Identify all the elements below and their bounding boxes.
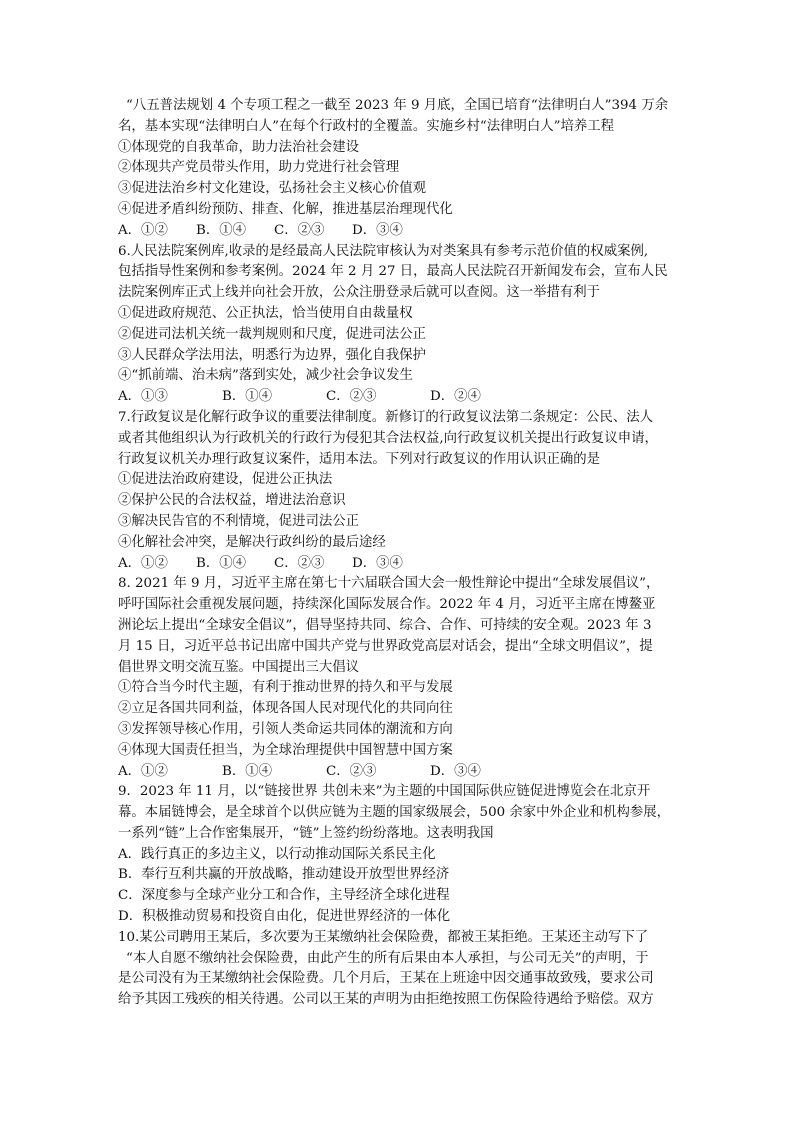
option-a: A．①② (118, 555, 168, 571)
option-c: C．②③ (274, 222, 325, 238)
statement-item: ①符合当今时代主题，有利于推动世界的持久和平与发展 (118, 680, 453, 696)
statement-item: ④化解社会冲突，是解决行政纠纷的最后途经 (118, 534, 386, 550)
question-stem-line: 一系列“链”上合作密集展开，“链”上签约纷纷落地。这表明我国 (118, 825, 494, 841)
question-stem-line: 8. 2021 年 9 月，习近平主席在第七十六届联合国大会一般性辩论中提出“全球发展倡议”， (118, 576, 660, 592)
question-stem-line: 6.人民法院案例库,收录的是经最高人民法院审核认为对类案具有参考示范价值的权威案例, (118, 243, 649, 259)
option-d: D．②④ (430, 389, 481, 405)
question-9 (118, 782, 678, 928)
answer-options (118, 387, 678, 408)
option-a: A．①② (118, 222, 168, 238)
answer-option: C．深度参与全球产业分工和合作，主导经济全球化进程 (118, 888, 450, 904)
question-stem-line: 法院案例库正式上线并向社会开放，公众注册登录后就可以查阅。这一举措有利于 (118, 285, 601, 301)
statement-item: ①体现党的自我革命，助力法治社会建设 (118, 139, 360, 155)
answer-options (118, 221, 678, 242)
statement-item: ②促进司法机关统一裁判规则和尺度，促进司法公正 (118, 326, 426, 342)
question-stem-line: 幕。本届链博会，是全球首个以供应链为主题的国家级展会，500 余家中外企业和机构参展， (118, 805, 671, 821)
option-a: A．①③ (118, 389, 168, 405)
statement-item: ③人民群众学法用法，明悉行为边界，强化自我保护 (118, 347, 426, 363)
statement-item: ②体现共产党员带头作用，助力党进行社会管理 (118, 160, 400, 176)
option-d: D．③④ (352, 555, 403, 571)
question-stem-line: 倡世界文明交流互鉴。中国提出三大倡议 (118, 659, 360, 675)
question-stem-line: 洲论坛上提出“全球安全倡议”，倡导坚持共同、综合、合作、可持续的安全观。2023 年 3 (118, 617, 652, 633)
question-stem-line: 行政复议机关办理行政复议案件，适用本法。下列对行政复议的作用认识正确的是 (118, 451, 601, 467)
question-stem-line: “本人自愿不缴纳社会保险费，由此产生的所有后果由本人承担，与公司无关”的声明，于 (126, 950, 649, 966)
answer-option: A．践行真正的多边主义，以行动推动国际关系民主化 (118, 846, 436, 862)
option-c: C．②③ (274, 555, 325, 571)
option-b: B．①④ (222, 389, 273, 405)
option-b: B．①④ (196, 222, 247, 238)
statement-item: ④促进矛盾纠纷预防、排查、化解，推进基层治理现代化 (118, 201, 453, 217)
answer-options (118, 762, 678, 783)
option-b: B．①④ (222, 763, 273, 779)
option-d: D．③④ (352, 222, 403, 238)
question-stem-line: 名，基本实现“法律明白人”在每个行政村的全覆盖。实施乡村“法律明白人”培养工程 (118, 118, 615, 134)
statement-item: ③促进法治乡村文化建设，弘扬社会主义核心价值观 (118, 181, 426, 197)
question-5 (118, 96, 678, 242)
question-stem-line: 包括指导性案例和参考案例。2024 年 2 月 27 日，最高人民法院召开新闻发布会，宣布人民 (118, 264, 668, 280)
statement-item: ①促进政府规范、公正执法，恰当使用自由裁量权 (118, 305, 413, 321)
question-8 (118, 574, 678, 782)
question-stem-line: 7.行政复议是化解行政争议的重要法律制度。新修订的行政复议法第二条规定：公民、法人 (118, 409, 654, 425)
exam-page (118, 96, 678, 1011)
option-c: C．②③ (326, 389, 377, 405)
question-stem-line: 9．2023 年 11 月，以“链接世界 共创未来”为主题的中国国际供应链促进博览会在北京开 (118, 784, 651, 800)
statement-item: ②保护公民的合法权益，增进法治意识 (118, 493, 346, 509)
option-b: B．①④ (196, 555, 247, 571)
statement-item: ③发挥领导核心作用，引领人类命运共同体的潮流和方向 (118, 721, 453, 737)
question-stem-line: 或者其他组织认为行政机关的行政行为侵犯其合法权益,向行政复议机关提出行政复议申请， (118, 430, 658, 446)
answer-option: D．积极推动贸易和投资自由化，促进世界经济的一体化 (118, 909, 451, 925)
statement-item: ④体现大国责任担当，为全球治理提供中国智慧中国方案 (118, 742, 453, 758)
option-d: D．③④ (430, 763, 481, 779)
statement-item: ④“抓前端、治未病”落到实处，减少社会争议发生 (118, 368, 413, 384)
question-stem-line: 是公司没有为王某缴纳社会保险费。几个月后，王某在上班途中因交通事故致残，要求公司 (118, 971, 654, 987)
question-stem-line: “八五普法规划 4 个专项工程之一截至 2023 年 9 月底，全国已培育“法律明白人”394 万余 (126, 98, 669, 113)
statement-item: ③解决民告官的不利情境，促进司法公正 (118, 513, 360, 529)
question-10 (118, 928, 678, 1011)
question-7 (118, 408, 678, 574)
statement-item: ②立足各国共同利益，体现各国人民对现代化的共同向往 (118, 701, 453, 717)
option-a: A．①② (118, 763, 168, 779)
question-stem-line: 10.某公司聘用王某后，多次要为王某缴纳社会保险费，都被王某拒绝。王某还主动写下了 (118, 929, 649, 945)
question-stem-line: 呼吁国际社会重视发展问题，持续深化国际发展合作。2022 年 4 月，习近平主席在博鳌亚 (118, 597, 656, 613)
option-c: C．②③ (326, 763, 377, 779)
statement-item: ①促进法治政府建设，促进公正执法 (118, 472, 333, 488)
question-6 (118, 242, 678, 408)
question-stem-line: 月 15 日，习近平总书记出席中国共产党与世界政党高层对话会，提出“全球文明倡议”，提 (118, 638, 653, 654)
answer-option: B．奉行互利共赢的开放战略，推动建设开放型世界经济 (118, 867, 450, 883)
answer-options (118, 554, 678, 575)
question-stem-line: 给予其因工残疾的相关待遇。公司以王某的声明为由拒绝按照工伤保险待遇给予赔偿。双方 (118, 992, 654, 1008)
